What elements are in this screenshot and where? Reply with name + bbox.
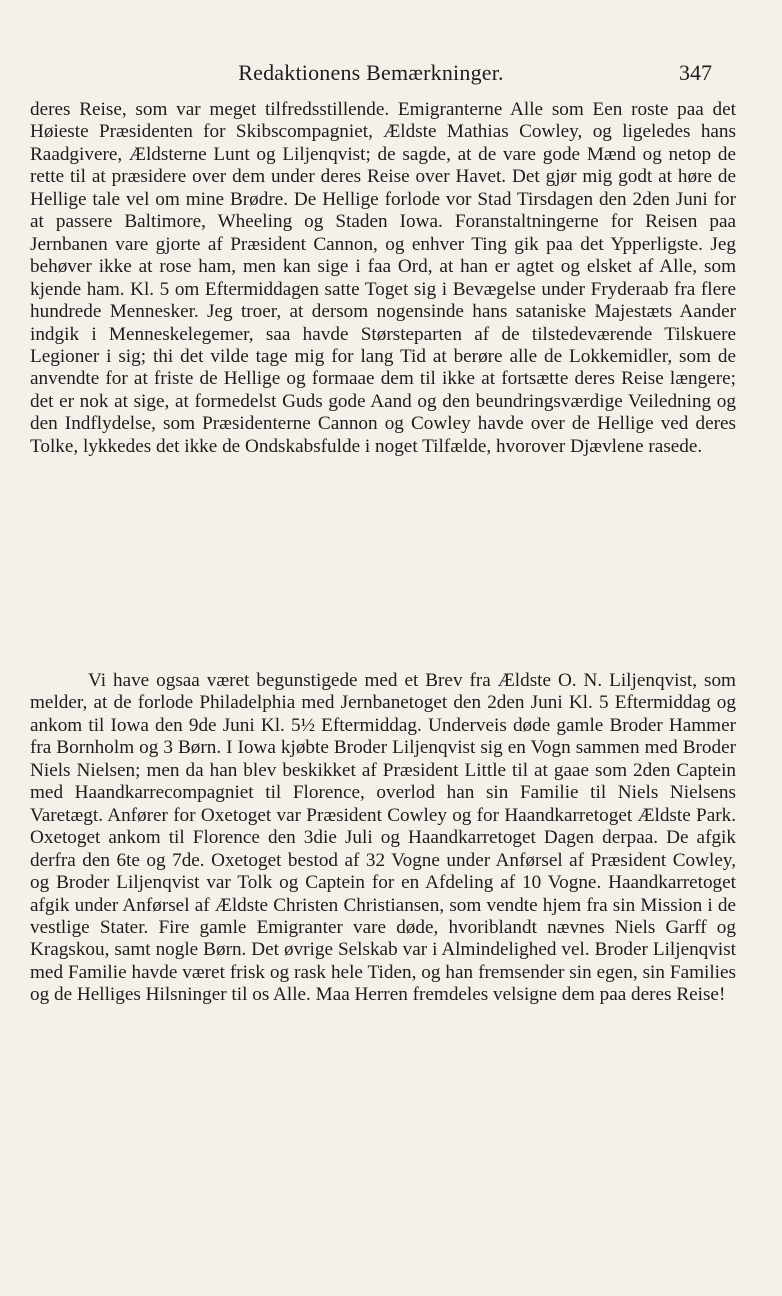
text-block-upper [30, 99, 736, 458]
body-paragraph-1: deres Reise, som var meget tilfredsstillende. Emigranterne Alle som Een roste paa det Høieste Præsidenten for Skibscompagniet, Ældste Mathias Cowley, og ligeledes hans Raadgivere, Ældsterne Lunt og Liljenqvist; de sagde, at de vare gode Mænd og netop de rette til at præsidere over dem under deres Reise over Havet. Det gjør mig godt at høre de Hellige tale vel om mine Brødre. De Hellige forlode vor Stad Tirsdagen den 2den Juni for at passere Baltimore, Wheeling og Staden Iowa. Foranstaltningerne for Reisen paa Jernbanen vare gjorte af Præsident Cannon, og enhver Ting gik paa det Ypperligste. Jeg behøver ikke at rose ham, men kan sige i faa Ord, at han er agtet og elsket af Alle, som kjende ham. Kl. 5 om Eftermiddagen satte Toget sig i Bevægelse under Fryderaab fra flere hundrede Mennesker. Jeg troer, at dersom nogensinde hans sataniske Majestæts Aander indgik i Menneskelegemer, saa havde Størsteparten af de tilstedeværende Tilskuere Legioner i sig; thi det vilde tage mig for lang Tid at berøre alle de Lokkemidler, som de anvendte for at friste de Hellige og formaae dem til ikke at fortsætte deres Reise længere; det er nok at sige, at formedelst Guds gode Aand og den beundringsværdige Veiledning og den Indflydelse, som Præsidenterne Cannon og Cowley havde over de Hellige ved deres Tolke, lykkedes det ikke de Ondskabsfulde i noget Tilfælde, hvorover Djævlene rasede. [30, 99, 736, 457]
page-number: 347 [679, 60, 712, 85]
running-head [30, 58, 712, 88]
section-separator [30, 652, 736, 653]
body-paragraph-2: Vi have ogsaa været begunstigede med et Brev fra Ældste O. N. Liljenqvist, som melder, at de forlode Philadelphia med Jernbanetoget den 2den Juni Kl. 5 Eftermiddag og ankom til Iowa den 9de Juni Kl. 5½ Eftermiddag. Underveis døde gamle Broder Hammer fra Bornholm og 3 Børn. I Iowa kjøbte Broder Liljenqvist sig en Vogn sammen med Broder Niels Nielsen; men da han blev beskikket af Præsident Little til at gaae som 2den Captein med Haandkarrecompagniet til Florence, overlod han sin Familie til Niels Nielsens Varetægt. Anfører for Oxetoget var Præsident Cowley og for Haandkarretoget Ældste Park. Oxetoget ankom til Florence den 3die Juli og Haandkarretoget Dagen derpaa. De afgik derfra den 6te og 7de. Oxetoget bestod af 32 Vogne under Anførsel af Præsident Cowley, og Broder Liljenqvist var Tolk og Captein for en Afdeling af 10 Vogne. Haandkarretoget afgik under Anførsel af Ældste Christen Christiansen, som vendte hjem fra sin Mission i de vestlige Stater. Fire gamle Emigranter vare døde, hvoriblandt nævnes Niels Garff og Kragskou, samt nogle Børn. Det øvrige Selskab var i Almindelighed vel. Broder Liljenqvist med Familie havde været frisk og rask hele Tiden, og han fremsender sin egen, sin Families og de Helliges Hilsninger til os Alle. Maa Herren fremdeles velsigne dem paa deres Reise! [30, 670, 736, 1006]
running-title: Redaktionens Bemærkninger. [238, 60, 504, 85]
text-block-lower [30, 670, 736, 1007]
